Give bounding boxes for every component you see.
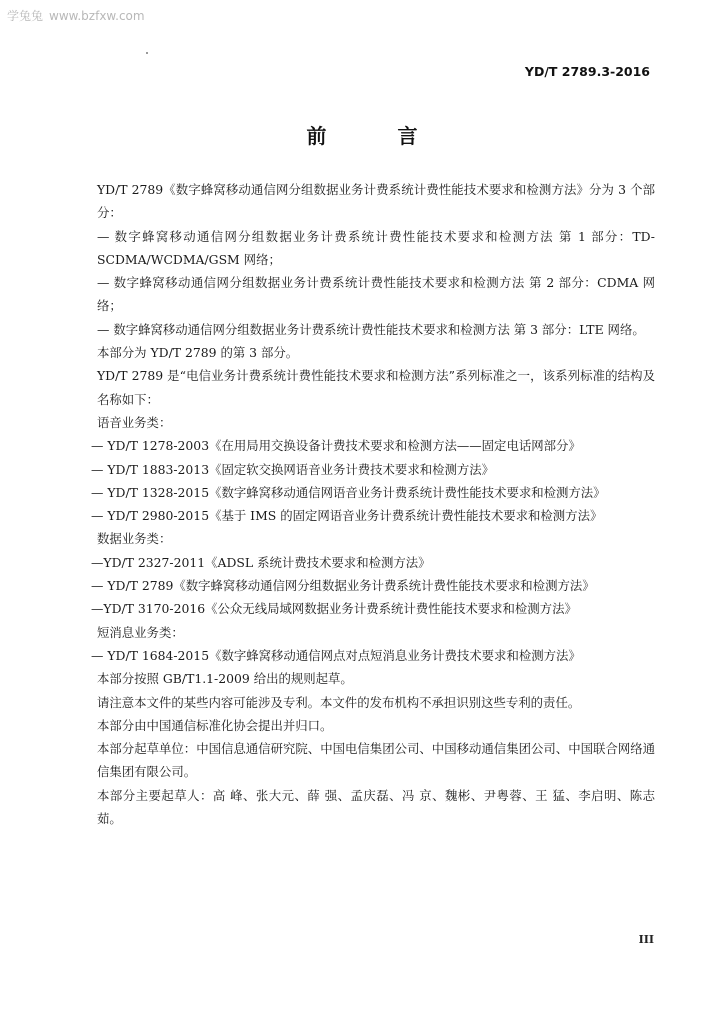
list-item-part-2: — 数字蜂窝移动通信网分组数据业务计费系统计费性能技术要求和检测方法 第 2 部分：CDMA 网络；	[97, 275, 655, 314]
list-item-standard: — YD/T 1278-2003《在用局用交换设备计费技术要求和检测方法——固定电话网部分》	[91, 438, 581, 454]
paragraph-drafters: 本部分主要起草人：高 峰、张大元、薛 强、孟庆磊、冯 京、魏彬、尹粤蓉、王 猛、李启明、陈志茹。	[97, 787, 655, 827]
list-item-standard: — YD/T 1883-2013《固定软交换网语音业务计费技术要求和检测方法》	[91, 461, 495, 477]
paragraph-series: YD/T 2789 是“电信业务计费系统计费性能技术要求和检测方法”系列标准之一，该系列标准的结构及名称如下：	[97, 368, 655, 407]
document-body	[73, 178, 655, 830]
standard-number: YD/T 2789.3-2016	[524, 64, 650, 79]
watermark-site-name: 学兔兔	[7, 9, 44, 23]
paragraph-intro: YD/T 2789《数字蜂窝移动通信网分组数据业务计费系统计费性能技术要求和检测方法》分为 3 个部分：	[97, 182, 655, 221]
list-item-standard: — YD/T 1328-2015《数字蜂窝移动通信网语音业务计费系统计费性能技术要求和检测方法》	[91, 484, 606, 500]
paragraph-drafting-units: 本部分起草单位：中国信息通信研究院、中国电信集团公司、中国移动通信集团公司、中国联合网络通信集团有限公司。	[97, 741, 655, 780]
paragraph-patent-notice: 请注意本文件的某些内容可能涉及专利。本文件的发布机构不承担识别这些专利的责任。	[97, 694, 581, 710]
category-voice: 语音业务类：	[97, 414, 172, 430]
list-item-standard: — YD/T 2980-2015《基于 IMS 的固定网语音业务计费系统计费性能技术要求和检测方法》	[91, 508, 603, 524]
list-item-standard: — YD/T 2789《数字蜂窝移动通信网分组数据业务计费系统计费性能技术要求和检测方法》	[91, 578, 595, 594]
list-item-standard: —YD/T 2327-2011《ADSL 系统计费技术要求和检测方法》	[91, 554, 431, 570]
scan-speck	[146, 52, 148, 54]
page-title: 前 言	[306, 124, 450, 148]
list-item-standard: —YD/T 3170-2016《公众无线局域网数据业务计费系统计费性能技术要求和检测方法》	[91, 601, 577, 617]
list-item-part-3: — 数字蜂窝移动通信网分组数据业务计费系统计费性能技术要求和检测方法 第 3 部分：LTE 网络。	[97, 321, 645, 337]
paragraph-proposer: 本部分由中国通信标准化协会提出并归口。	[97, 717, 333, 733]
watermark	[7, 7, 145, 24]
paragraph-drafting-rules: 本部分按照 GB/T1.1-2009 给出的规则起草。	[97, 671, 353, 687]
watermark-url: www.bzfxw.com	[49, 9, 145, 23]
paragraph-part-note: 本部分为 YD/T 2789 的第 3 部分。	[97, 345, 299, 361]
category-sms: 短消息业务类：	[97, 624, 184, 640]
category-data: 数据业务类：	[97, 531, 172, 547]
list-item-standard: — YD/T 1684-2015《数字蜂窝移动通信网点对点短消息业务计费技术要求和检测方法》	[91, 647, 581, 663]
page-number: III	[638, 933, 654, 946]
list-item-part-1: — 数字蜂窝移动通信网分组数据业务计费系统计费性能技术要求和检测方法 第 1 部分：TD-SCDMA/WCDMA/GSM 网络；	[97, 228, 655, 267]
